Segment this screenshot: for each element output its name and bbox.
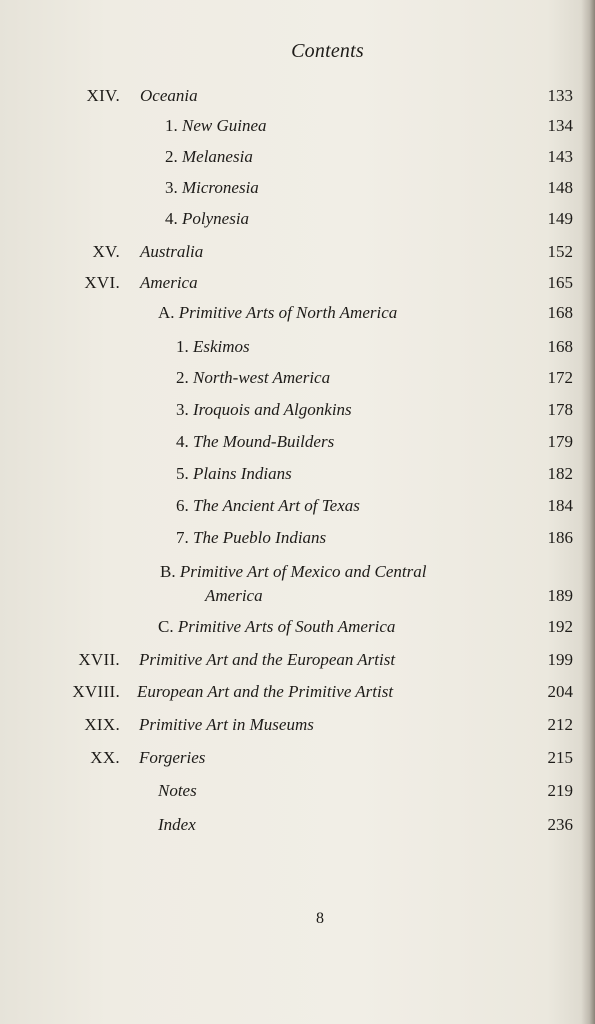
page-number: 152 <box>547 242 573 261</box>
toc-entry-mexico <box>0 560 595 605</box>
toc-entry-index <box>0 813 595 837</box>
toc-entry-oceania <box>0 84 595 108</box>
chapter-number: XX. <box>90 748 120 767</box>
page-number: 143 <box>547 147 573 166</box>
chapter-number: XIX. <box>84 715 120 734</box>
toc-entry-texas <box>0 494 595 518</box>
toc-entry-notes <box>0 779 595 803</box>
entry-title: 4. Polynesia <box>165 209 250 228</box>
page-number: 134 <box>547 116 573 135</box>
entry-title: Primitive Art and the European Artist <box>139 650 396 669</box>
entry-title: America <box>140 273 198 292</box>
entry-title: Forgeries <box>139 748 206 767</box>
toc-entry-eskimos <box>0 335 595 359</box>
toc-entry-new-guinea <box>0 114 595 138</box>
page-number: 165 <box>547 273 573 292</box>
entry-title: 2. North-west America <box>176 368 331 387</box>
entry-title: 3. Micronesia <box>165 178 259 197</box>
entry-title: 6. The Ancient Art of Texas <box>176 496 360 515</box>
page-number: 215 <box>547 748 573 767</box>
toc-entry-south-america <box>0 615 595 639</box>
entry-title: Oceania <box>140 86 198 105</box>
page-number: 212 <box>547 715 573 734</box>
page-number: 186 <box>547 528 573 547</box>
chapter-number: XVI. <box>84 273 120 292</box>
toc-entry-polynesia <box>0 207 595 231</box>
folio-page-number: 8 <box>316 910 324 927</box>
page-number: 172 <box>547 368 573 387</box>
toc-entry-micronesia <box>0 176 595 200</box>
entry-title: B. Primitive Art of Mexico and Central <box>160 562 427 581</box>
entry-title: Notes <box>158 781 197 800</box>
chapter-number: XVII. <box>78 650 120 669</box>
toc-entry-america <box>0 271 595 295</box>
entry-title: C. Primitive Arts of South America <box>158 617 396 636</box>
entry-title: Primitive Art in Museums <box>139 715 314 734</box>
page-number: 204 <box>547 682 573 701</box>
page-number: 168 <box>547 337 573 356</box>
toc-entry-melanesia <box>0 145 595 169</box>
entry-title: Australia <box>140 242 204 261</box>
entry-title: 1. Eskimos <box>176 337 250 356</box>
entry-title: 5. Plains Indians <box>176 464 292 483</box>
chapter-number: XV. <box>92 242 120 261</box>
entry-title: 2. Melanesia <box>165 147 253 166</box>
toc-entry-pueblo <box>0 526 595 550</box>
toc-entry-primitive-artist <box>0 680 595 704</box>
entry-title: 3. Iroquois and Algonkins <box>176 400 352 419</box>
chapter-number: XIV. <box>86 86 120 105</box>
page-number: 182 <box>547 464 573 483</box>
page-number: 192 <box>547 617 573 636</box>
toc-entry-australia <box>0 240 595 264</box>
page-number: 179 <box>547 432 573 451</box>
toc-entry-european-artist <box>0 648 595 672</box>
toc-entry-north-america <box>0 301 595 325</box>
page-number: 219 <box>547 781 573 800</box>
entry-title: European Art and the Primitive Artist <box>137 682 394 701</box>
toc-entry-forgeries <box>0 746 595 770</box>
page-number: 178 <box>547 400 573 419</box>
page-number: 133 <box>547 86 573 105</box>
page-number: 149 <box>547 209 573 228</box>
toc-entry-mound-builders <box>0 430 595 454</box>
toc-entry-museums <box>0 713 595 737</box>
page-number: 168 <box>547 303 573 322</box>
toc-entry-north-west-america <box>0 366 595 390</box>
chapter-number: XVIII. <box>72 682 120 701</box>
toc-entry-iroquois <box>0 398 595 422</box>
page-number: 199 <box>547 650 573 669</box>
page-number: 148 <box>547 178 573 197</box>
page-number: 189 <box>547 586 573 605</box>
entry-title: A. Primitive Arts of North America <box>158 303 398 322</box>
entry-title: 1. New Guinea <box>165 116 267 135</box>
entry-title: 4. The Mound-Builders <box>176 432 335 451</box>
entry-title: 7. The Pueblo Indians <box>176 528 327 547</box>
toc-entry-plains-indians <box>0 462 595 486</box>
contents-heading: Contents <box>291 40 364 62</box>
page-number: 236 <box>547 815 573 834</box>
entry-title: Index <box>158 815 196 834</box>
entry-title-continuation: America <box>205 586 263 605</box>
page-number: 184 <box>547 496 573 515</box>
